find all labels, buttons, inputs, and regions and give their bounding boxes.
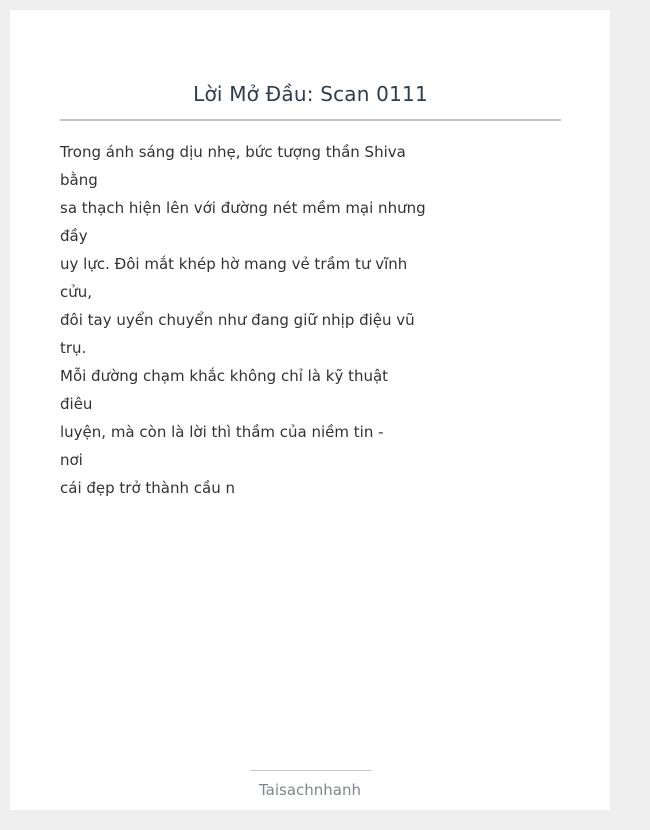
footer-divider — [250, 770, 371, 771]
text-line: luyện, mà còn là lời thì thầm của niềm tin - — [60, 423, 384, 441]
text-line: bằng — [60, 171, 98, 189]
text-line: trụ. — [60, 339, 87, 357]
text-line: đầy — [60, 227, 88, 245]
body-text — [60, 138, 426, 502]
text-line: cửu, — [60, 283, 93, 301]
page-title: Lời Mở Đầu: Scan 0111 — [193, 82, 428, 106]
text-line: Trong ánh sáng dịu nhẹ, bức tượng thần Shiva — [60, 143, 406, 161]
text-line: cái đẹp trở thành cầu n — [60, 479, 235, 497]
text-line: đôi tay uyển chuyển như đang giữ nhịp điệu vũ — [60, 311, 415, 329]
text-line: sa thạch hiện lên với đường nét mềm mại nhưng — [60, 199, 426, 217]
text-line: điêu — [60, 395, 93, 413]
text-line: uy lực. Đôi mắt khép hờ mang vẻ trầm tư vĩnh — [60, 255, 408, 273]
document-page — [10, 10, 610, 810]
text-line: Mỗi đường chạm khắc không chỉ là kỹ thuật — [60, 367, 389, 385]
text-line: nơi — [60, 451, 83, 469]
title-divider — [60, 119, 561, 121]
footer-brand: Taisachnhanh — [258, 781, 362, 799]
